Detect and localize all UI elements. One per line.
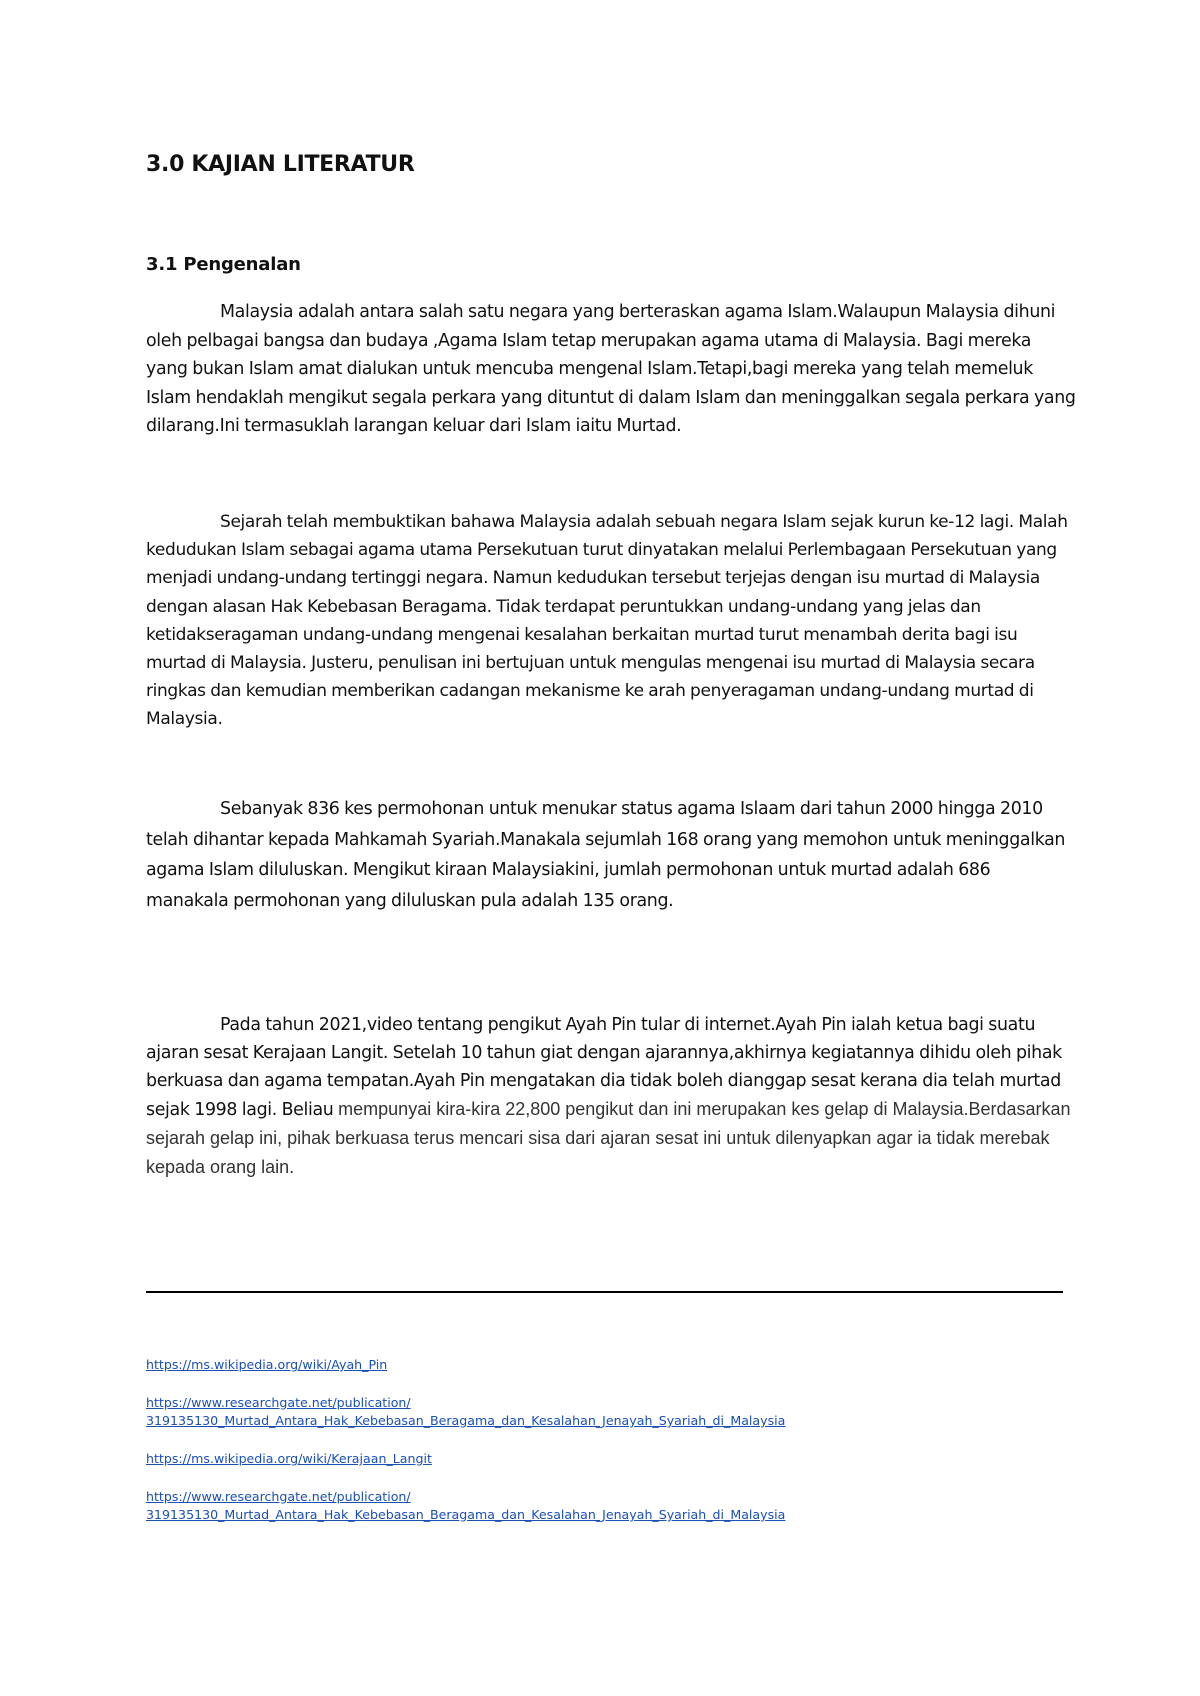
reference-link[interactable] [146, 1394, 1076, 1430]
reference-item [146, 1356, 1076, 1374]
paragraph-ayah-pin [146, 1011, 1076, 1182]
section-heading: 3.0 KAJIAN LITERATUR [146, 152, 415, 177]
reference-link-line: 319135130_Murtad_Antara_Hak_Kebebasan_Beragama_dan_Kesalahan_Jenayah_Syariah_di_Malaysia [146, 1507, 786, 1522]
paragraph-text: Sebanyak 836 kes permohonan untuk menukar status agama Islaam dari tahun 2000 hingga 2010 telah dihantar kepada Mahkamah Syariah.Manakala sejumlah 168 orang yang memohon untuk meninggalkan agama Islam diluluskan. Mengikut kiraan Malaysiakini, jumlah permohonan untuk murtad adalah 686 manakala permohonan yang diluluskan pula adalah 135 orang. [146, 799, 1066, 911]
reference-item [146, 1450, 1076, 1468]
reference-link[interactable]: https://ms.wikipedia.org/wiki/Kerajaan_Langit [146, 1451, 432, 1466]
paragraph-text: Pada tahun 2021,video tentang pengikut Ayah Pin tular di internet.Ayah Pin ialah ketua bagi suatu ajaran sesat Kerajaan Langit. Setelah 10 tahun giat dengan ajarannya,akhirnya kegiatannya dihidu oleh pihak berkuasa dan agama tempatan.Ayah Pin mengatakan dia tidak boleh dianggap sesat kerana dia telah murtad sejak 1998 lagi. Beliau [146, 1015, 1062, 1120]
paragraph-text: Malaysia adalah antara salah satu negara yang berteraskan agama Islam.Walaupun Malaysia dihuni oleh pelbagai bangsa dan budaya ,Agama Islam tetap merupakan agama utama di Malaysia. Bagi mereka yang bukan Islam amat dialukan untuk mencuba mengenal Islam.Tetapi,bagi mereka yang telah memeluk Islam hendaklah mengikut segala perkara yang dituntut di dalam Islam dan meninggalkan segala perkara yang dilarang.Ini termasuklah larangan keluar dari Islam iaitu Murtad. [146, 302, 1076, 436]
reference-item [146, 1488, 1076, 1524]
paragraph-history [146, 508, 1076, 734]
reference-link[interactable]: https://ms.wikipedia.org/wiki/Ayah_Pin [146, 1357, 388, 1372]
paragraph-text-continued: mempunyai kira-kira 22,800 pengikut dan ini merupakan kes gelap di Malaysia.Berdasarkan sejarah gelap ini, pihak berkuasa terus mencari sisa dari ajaran sesat ini untuk dilenyapkan agar ia tidak merebak kepada orang lain. [146, 1099, 1071, 1177]
reference-link-line: https://www.researchgate.net/publication/ [146, 1489, 411, 1504]
footnote-divider [146, 1291, 1063, 1293]
paragraph-text: Sejarah telah membuktikan bahawa Malaysia adalah sebuah negara Islam sejak kurun ke-12 lagi. Malah kedudukan Islam sebagai agama utama Persekutuan turut dinyatakan melalui Perlembagaan Persekutuan yang menjadi undang-undang tertinggi negara. Namun kedudukan tersebut terjejas dengan isu murtad di Malaysia dengan alasan Hak Kebebasan Beragama. Tidak terdapat peruntukkan undang-undang yang jelas dan ketidakseragaman undang-undang mengenai kesalahan berkaitan murtad turut menambah derita bagi isu murtad di Malaysia. Justeru, penulisan ini bertujuan untuk mengulas mengenai isu murtad di Malaysia secara ringkas dan kemudian memberikan cadangan mekanisme ke arah penyeragaman undang-undang murtad di Malaysia. [146, 512, 1068, 730]
paragraph-statistics [146, 794, 1076, 916]
subsection-heading: 3.1 Pengenalan [146, 254, 301, 275]
reference-item [146, 1394, 1076, 1430]
reference-list [146, 1356, 1076, 1544]
reference-link-line: https://www.researchgate.net/publication/ [146, 1395, 411, 1410]
paragraph-introduction [146, 298, 1076, 441]
reference-link[interactable] [146, 1488, 1076, 1524]
reference-link-line: 319135130_Murtad_Antara_Hak_Kebebasan_Beragama_dan_Kesalahan_Jenayah_Syariah_di_Malaysia [146, 1413, 786, 1428]
